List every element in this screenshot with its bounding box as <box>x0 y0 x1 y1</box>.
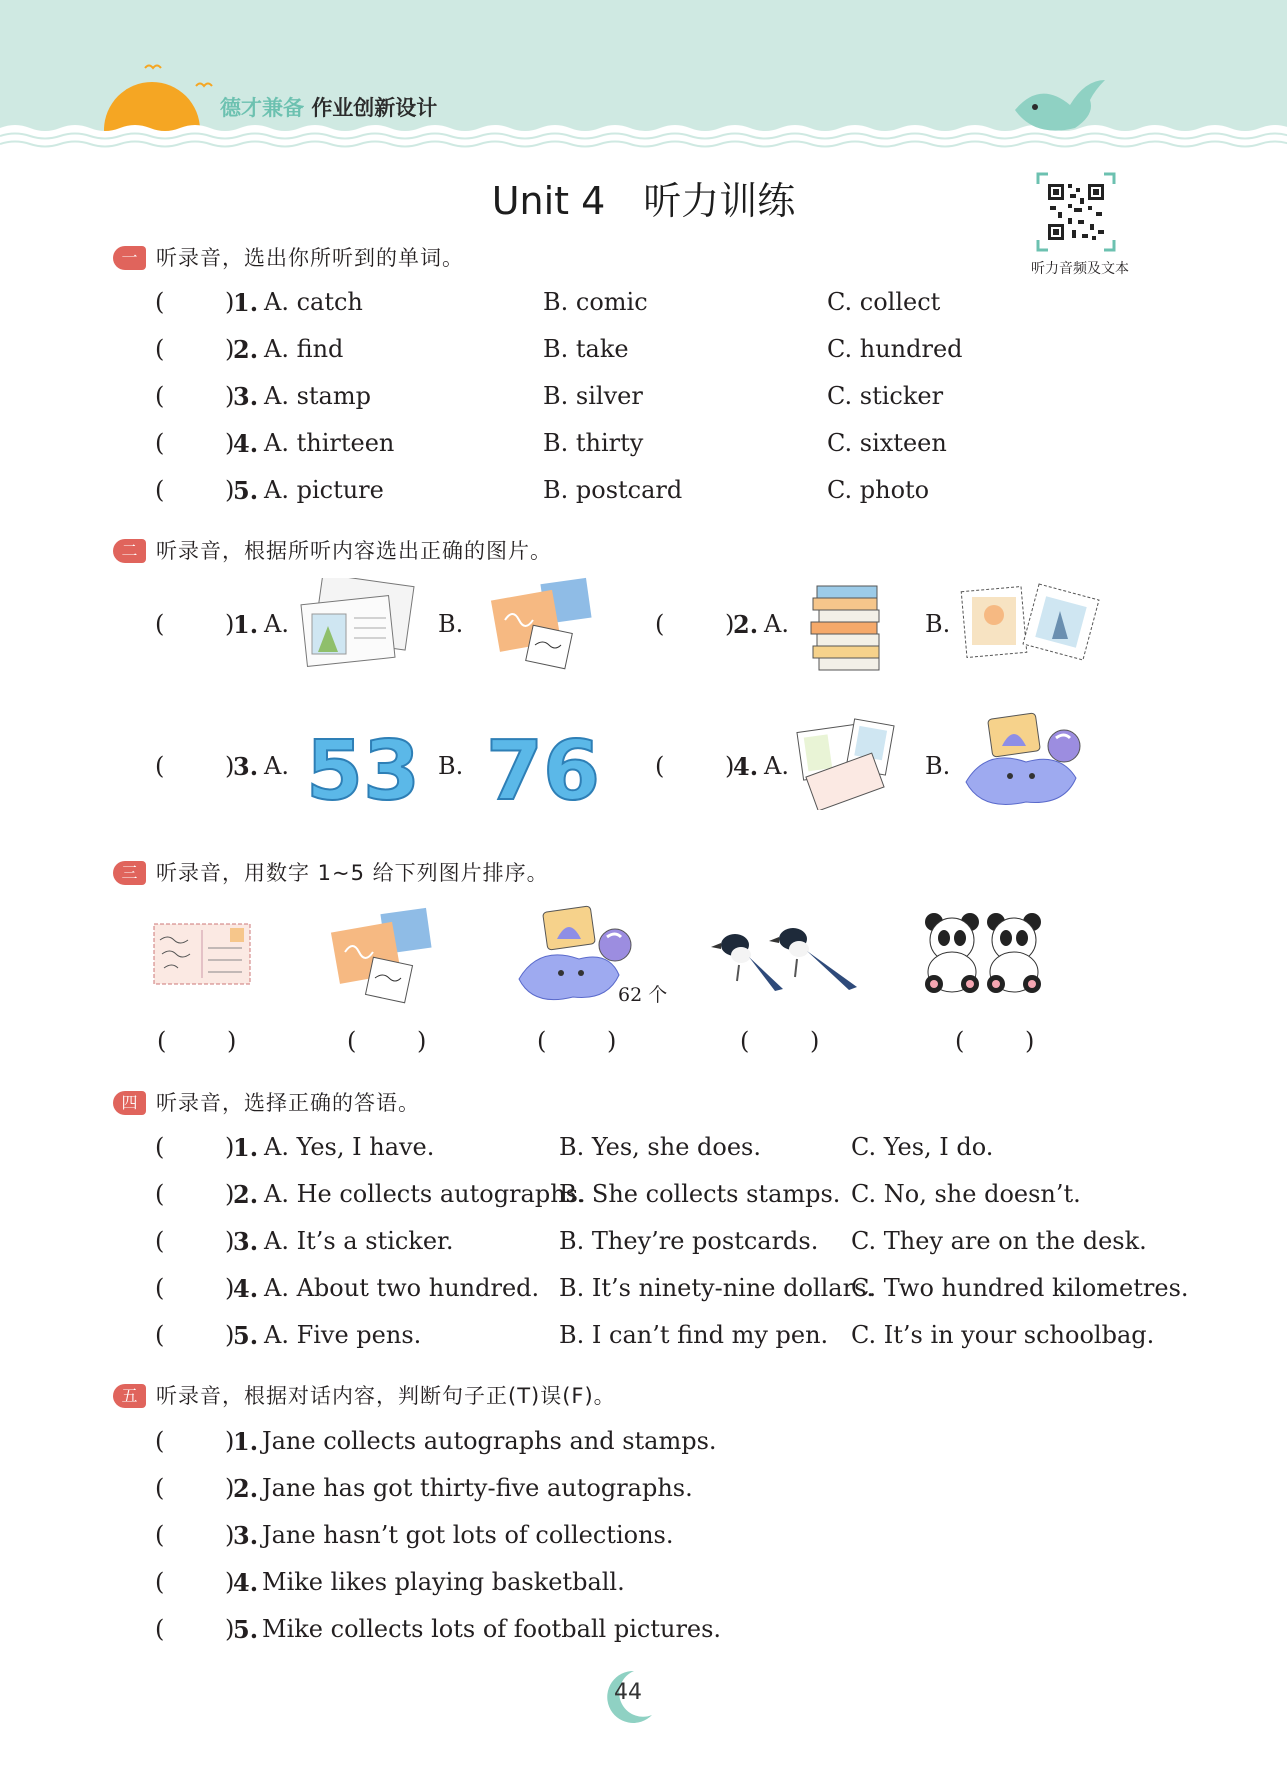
option-a: A. thirteen <box>264 429 395 457</box>
option-a-label: A. <box>764 752 789 780</box>
answer-blank-open[interactable]: ( <box>155 288 165 316</box>
order-blank-close[interactable]: ) <box>227 1027 237 1055</box>
answer-blank-open[interactable]: ( <box>155 335 165 363</box>
answer-blank-close[interactable]: ) <box>225 429 235 457</box>
option-c: C. sticker <box>827 382 944 410</box>
option-b: B. silver <box>543 382 643 410</box>
pandas-picture <box>918 912 1050 997</box>
answer-blank-open[interactable]: ( <box>155 1474 165 1502</box>
question-number: 3. <box>233 1227 259 1256</box>
bird-icon <box>145 66 161 69</box>
answer-blank-open[interactable]: ( <box>155 1133 165 1161</box>
section-instruction: 听录音，选出你所听到的单词。 <box>156 246 464 270</box>
question-number: 3. <box>233 752 259 781</box>
page-number: 44 <box>614 1680 642 1705</box>
option-b: B. It’s ninety-nine dollars. <box>559 1274 875 1302</box>
answer-blank-open[interactable]: ( <box>655 752 665 780</box>
option-b-label: B. <box>438 610 464 638</box>
page-title: Unit 4 听力训练 <box>491 179 796 223</box>
answer-blank-open[interactable]: ( <box>155 1427 165 1455</box>
statement-text: Jane collects autographs and stamps. <box>262 1427 717 1455</box>
answer-blank-open[interactable]: ( <box>155 1227 165 1255</box>
answer-blank-close[interactable]: ) <box>225 1615 235 1643</box>
question-number: 1. <box>233 610 259 639</box>
stickers-picture <box>960 712 1095 812</box>
statement-text: Jane hasn’t got lots of collections. <box>262 1521 674 1549</box>
answer-blank-open[interactable]: ( <box>155 382 165 410</box>
section-badge: 四 <box>113 1091 146 1115</box>
answer-blank-open[interactable]: ( <box>155 1180 165 1208</box>
option-a: A. About two hundred. <box>264 1274 540 1302</box>
answer-blank-close[interactable]: ) <box>225 288 235 316</box>
question-number: 2. <box>233 335 259 364</box>
answer-blank-open[interactable]: ( <box>155 1568 165 1596</box>
answer-blank-open[interactable]: ( <box>155 610 165 638</box>
number-76-picture <box>480 725 600 810</box>
order-blank-open[interactable]: ( <box>347 1027 357 1055</box>
question-number: 4. <box>233 1568 259 1597</box>
option-a: A. find <box>264 335 344 363</box>
header-decoration <box>0 0 1287 160</box>
section-instruction: 听录音，根据对话内容，判断句子正(T)误(F)。 <box>156 1384 616 1408</box>
order-blank-close[interactable]: ) <box>417 1027 427 1055</box>
magpies-picture <box>705 915 865 997</box>
answer-blank-close[interactable]: ) <box>725 610 735 638</box>
brand-dark: 作业创新设计 <box>311 96 438 120</box>
option-b: B. I can’t find my pen. <box>559 1321 829 1349</box>
option-c: C. Two hundred kilometres. <box>851 1274 1189 1302</box>
answer-blank-close[interactable]: ) <box>225 382 235 410</box>
option-a: A. stamp <box>264 382 371 410</box>
option-a: A. It’s a sticker. <box>264 1227 454 1255</box>
answer-blank-open[interactable]: ( <box>155 752 165 780</box>
option-c: C. They are on the desk. <box>851 1227 1147 1255</box>
number-76-text: 76 <box>486 725 600 810</box>
section-instruction: 听录音，根据所听内容选出正确的图片。 <box>156 539 552 563</box>
section-1-heading <box>113 242 464 272</box>
answer-blank-close[interactable]: ) <box>225 476 235 504</box>
answer-blank-open[interactable]: ( <box>155 1321 165 1349</box>
qr-caption: 听力音频及文本 <box>1031 261 1129 277</box>
order-blank-open[interactable]: ( <box>955 1027 965 1055</box>
option-b: B. thirty <box>543 429 644 457</box>
answer-blank-open[interactable]: ( <box>655 610 665 638</box>
question-number: 4. <box>233 429 259 458</box>
section-badge: 二 <box>113 539 146 563</box>
question-number: 5. <box>233 1615 259 1644</box>
brand-title <box>220 92 437 122</box>
statement-text: Mike collects lots of football pictures. <box>262 1615 722 1643</box>
answer-blank-close[interactable]: ) <box>225 1133 235 1161</box>
option-b: B. She collects stamps. <box>559 1180 841 1208</box>
answer-blank-close[interactable]: ) <box>225 1474 235 1502</box>
statement-text: Jane has got thirty-five autographs. <box>262 1474 693 1502</box>
option-c: C. collect <box>827 288 941 316</box>
question-number: 4. <box>233 1274 259 1303</box>
option-b: B. comic <box>543 288 648 316</box>
option-c: C. sixteen <box>827 429 947 457</box>
option-b-label: B. <box>925 610 951 638</box>
answer-blank-close[interactable]: ) <box>225 1180 235 1208</box>
answer-blank-open[interactable]: ( <box>155 429 165 457</box>
question-number: 3. <box>233 1521 259 1550</box>
answer-blank-close[interactable]: ) <box>725 752 735 780</box>
autographs-picture <box>325 905 440 1005</box>
question-number: 1. <box>233 1133 259 1162</box>
option-b: B. take <box>543 335 629 363</box>
order-blank-close[interactable]: ) <box>607 1027 617 1055</box>
section-5-heading <box>113 1380 616 1410</box>
option-c: C. photo <box>827 476 930 504</box>
bird-icon <box>196 84 212 87</box>
order-blank-open[interactable]: ( <box>157 1027 167 1055</box>
postcard-picture <box>300 578 415 670</box>
brand-colored: 德才兼备 <box>220 96 304 120</box>
option-c: C. Yes, I do. <box>851 1133 994 1161</box>
panda-icon <box>925 913 979 993</box>
option-a-label: A. <box>764 610 789 638</box>
order-blank-open[interactable]: ( <box>740 1027 750 1055</box>
answer-blank-close[interactable]: ) <box>225 1568 235 1596</box>
option-a: A. Yes, I have. <box>264 1133 435 1161</box>
question-number: 5. <box>233 476 259 505</box>
question-number: 2. <box>733 610 759 639</box>
answer-blank-open[interactable]: ( <box>155 1615 165 1643</box>
option-b: B. Yes, she does. <box>559 1133 761 1161</box>
autographs-picture <box>485 575 600 670</box>
section-instruction: 听录音，用数字 1~5 给下列图片排序。 <box>156 861 549 885</box>
section-badge: 五 <box>113 1384 146 1408</box>
option-a: A. catch <box>264 288 363 316</box>
qr-code-icon[interactable] <box>1036 172 1116 252</box>
stack-of-books-picture <box>805 580 895 672</box>
answer-blank-open[interactable]: ( <box>155 476 165 504</box>
option-b: B. They’re postcards. <box>559 1227 819 1255</box>
question-number: 1. <box>233 1427 259 1456</box>
section-instruction: 听录音，选择正确的答语。 <box>156 1091 420 1115</box>
answer-blank-close[interactable]: ) <box>225 1521 235 1549</box>
question-number: 2. <box>233 1180 259 1209</box>
order-blank-open[interactable]: ( <box>537 1027 547 1055</box>
answer-blank-open[interactable]: ( <box>155 1274 165 1302</box>
section-2-heading <box>113 535 552 565</box>
stamps-picture <box>960 583 1100 668</box>
statement-text: Mike likes playing basketball. <box>262 1568 625 1596</box>
option-b-label: B. <box>438 752 464 780</box>
option-a-label: A. <box>264 610 289 638</box>
question-number: 5. <box>233 1321 259 1350</box>
answer-blank-close[interactable]: ) <box>225 1274 235 1302</box>
photos-picture <box>790 718 910 810</box>
bird-icon <box>711 934 783 991</box>
option-a-label: A. <box>264 752 289 780</box>
question-number: 2. <box>233 1474 259 1503</box>
option-a: A. picture <box>264 476 384 504</box>
option-c: C. hundred <box>827 335 963 363</box>
panda-icon <box>987 913 1041 993</box>
count-label: 62 个 <box>618 984 668 1006</box>
option-c: C. It’s in your schoolbag. <box>851 1321 1155 1349</box>
option-a: A. Five pens. <box>264 1321 422 1349</box>
answer-blank-close[interactable]: ) <box>225 752 235 780</box>
answer-blank-close[interactable]: ) <box>225 1227 235 1255</box>
number-53-picture <box>300 725 420 810</box>
option-b-label: B. <box>925 752 951 780</box>
answer-blank-close[interactable]: ) <box>225 610 235 638</box>
option-b: B. postcard <box>543 476 683 504</box>
question-number: 4. <box>733 752 759 781</box>
order-blank-close[interactable]: ) <box>810 1027 820 1055</box>
question-number: 1. <box>233 288 259 317</box>
bird-icon <box>769 928 857 990</box>
section-badge: 一 <box>113 246 146 270</box>
option-c: C. No, she doesn’t. <box>851 1180 1081 1208</box>
section-3-heading <box>113 857 549 887</box>
order-blank-close[interactable]: ) <box>1025 1027 1035 1055</box>
answer-blank-close[interactable]: ) <box>225 1427 235 1455</box>
answer-blank-close[interactable]: ) <box>225 1321 235 1349</box>
answer-blank-close[interactable]: ) <box>225 335 235 363</box>
section-badge: 三 <box>113 861 146 885</box>
option-a: A. He collects autographs. <box>264 1180 586 1208</box>
whale-icon <box>1015 80 1105 131</box>
postcard-picture <box>150 918 255 990</box>
question-number: 3. <box>233 382 259 411</box>
section-4-heading <box>113 1087 420 1117</box>
answer-blank-open[interactable]: ( <box>155 1521 165 1549</box>
number-53-text: 53 <box>306 725 420 810</box>
